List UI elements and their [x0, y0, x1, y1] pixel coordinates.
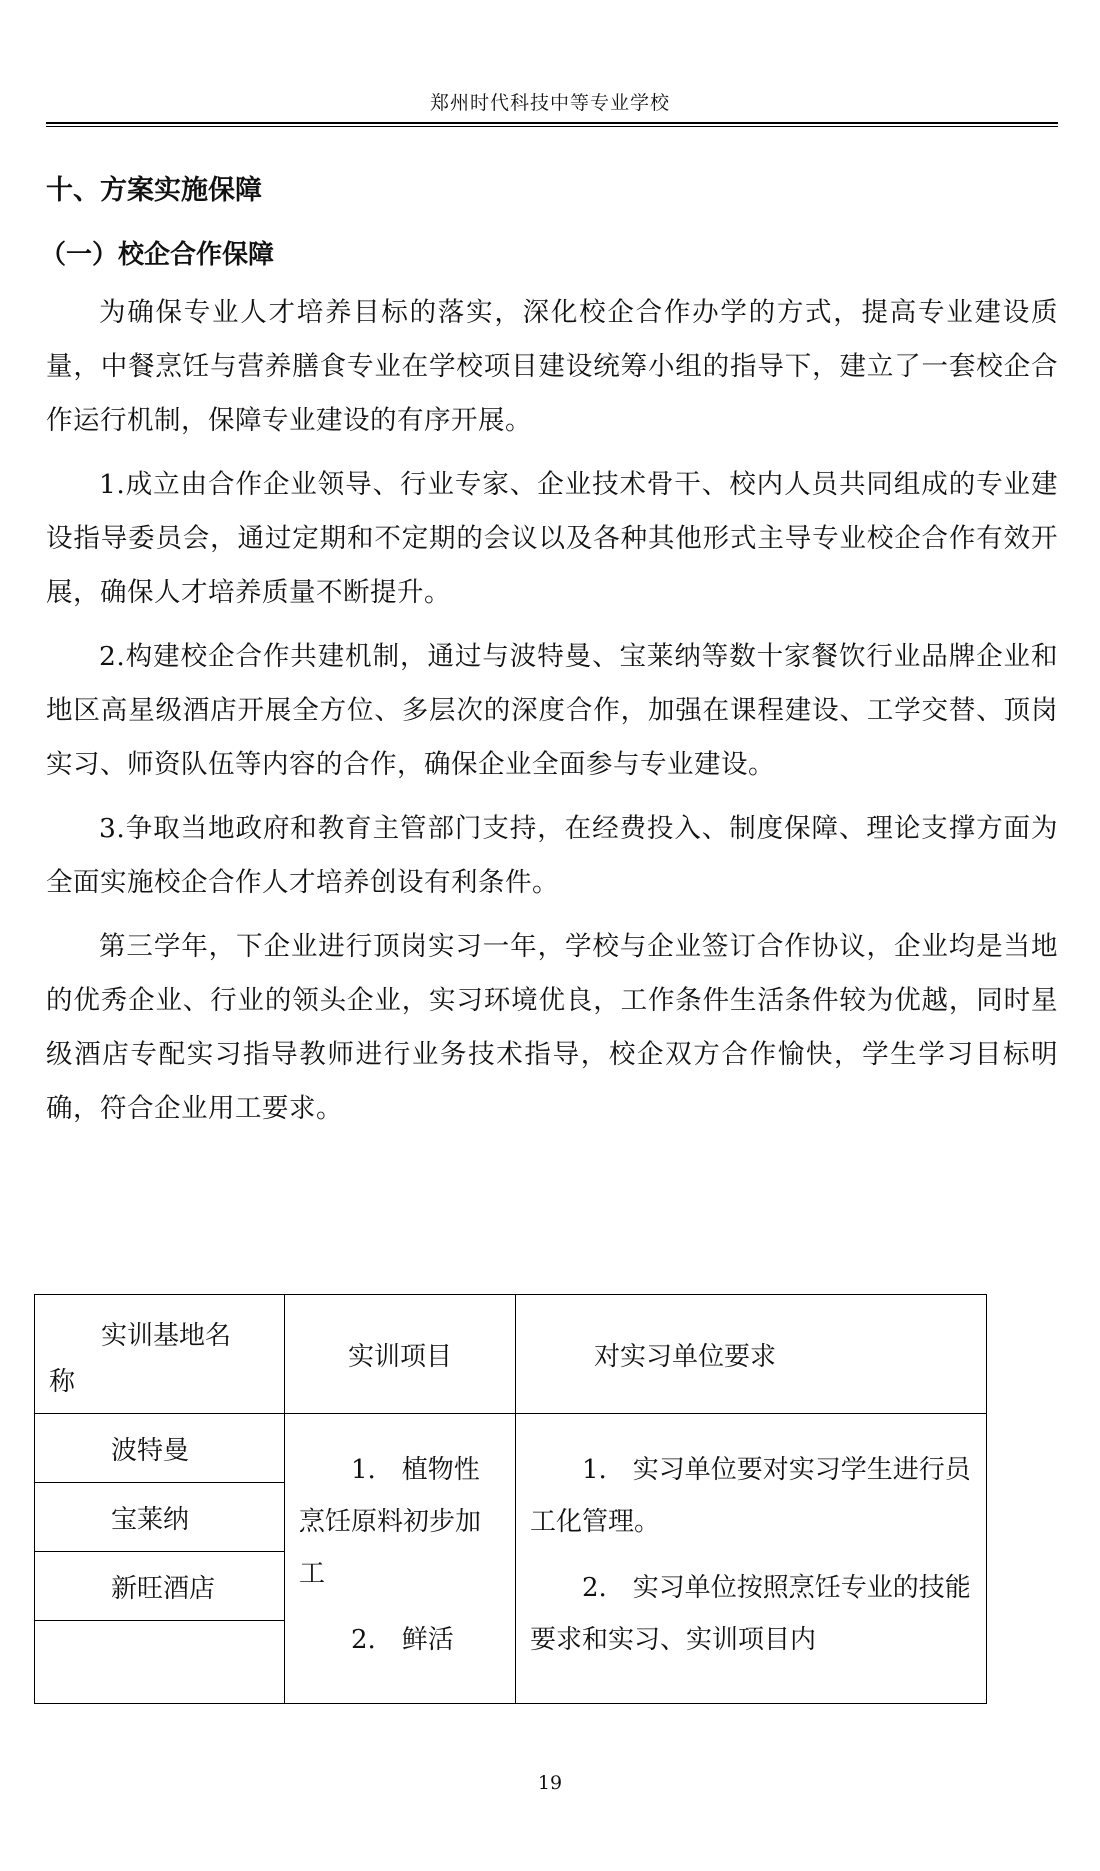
paragraph-item-2: 2.构建校企合作共建机制，通过与波特曼、宝莱纳等数十家餐饮行业品牌企业和地区高星级酒店开展全方位、多层次的深度合作，加强在课程建设、工学交替、顶岗实习、师资队伍等内容的合作，确保企业全面参与专业建设。: [46, 641, 1058, 780]
project-cell: [285, 1414, 516, 1704]
project-item: 2. 鲜活: [351, 1625, 454, 1655]
paragraph-item-1: 1.成立由合作企业领导、行业专家、企业技术骨干、校内人员共同组成的专业建设指导委员会，通过定期和不定期的会议以及各种其他形式主导专业校企合作有效开展，确保人才培养质量不断提升。: [46, 469, 1058, 608]
subsection-title: （一）校企合作保障: [40, 240, 275, 270]
header-base-name-line2: 称: [49, 1367, 76, 1397]
header-base-name-line1: 实训基地名: [101, 1321, 232, 1351]
requirements-cell: [516, 1414, 987, 1704]
page-content: [40, 168, 1058, 1136]
header-project: 实训项目: [285, 1295, 516, 1414]
base-cell: 波特曼: [35, 1414, 285, 1483]
header-rule: [46, 122, 1058, 127]
training-base-table: [34, 1294, 987, 1704]
project-item: 1. 植物性烹饪原料初步加工: [299, 1455, 482, 1589]
base-cell: 宝莱纳: [35, 1483, 285, 1552]
paragraph-item-3: 3.争取当地政府和教育主管部门支持，在经费投入、制度保障、理论支撑方面为全面实施校企合作人才培养创设有利条件。: [46, 813, 1058, 898]
section-title: 十、方案实施保障: [46, 175, 262, 206]
page-number: 19: [537, 1772, 563, 1794]
running-header: 郑州时代科技中等专业学校: [429, 92, 670, 114]
header-requirements: 对实习单位要求: [516, 1295, 987, 1414]
requirement-item: 1. 实习单位要对实习学生进行员工化管理。: [530, 1455, 971, 1537]
paragraph-third-year: 第三学年，下企业进行顶岗实习一年，学校与企业签订合作协议，企业均是当地的优秀企业、行业的领头企业，实习环境优良，工作条件生活条件较为优越，同时星级酒店专配实习指导教师进行业务技术指导，校企双方合作愉快，学生学习目标明确，符合企业用工要求。: [46, 931, 1058, 1124]
table-row: [35, 1414, 987, 1483]
table-header-row: [35, 1295, 987, 1414]
requirement-item: 2. 实习单位按照烹饪专业的技能要求和实习、实训项目内: [530, 1573, 971, 1655]
paragraph-intro: 为确保专业人才培养目标的落实，深化校企合作办学的方式，提高专业建设质量，中餐烹饪与营养膳食专业在学校项目建设统筹小组的指导下，建立了一套校企合作运行机制，保障专业建设的有序开展。: [46, 297, 1058, 436]
base-cell: 新旺酒店: [35, 1552, 285, 1621]
base-cell-empty: [35, 1621, 285, 1704]
header-base-name: [35, 1295, 285, 1414]
